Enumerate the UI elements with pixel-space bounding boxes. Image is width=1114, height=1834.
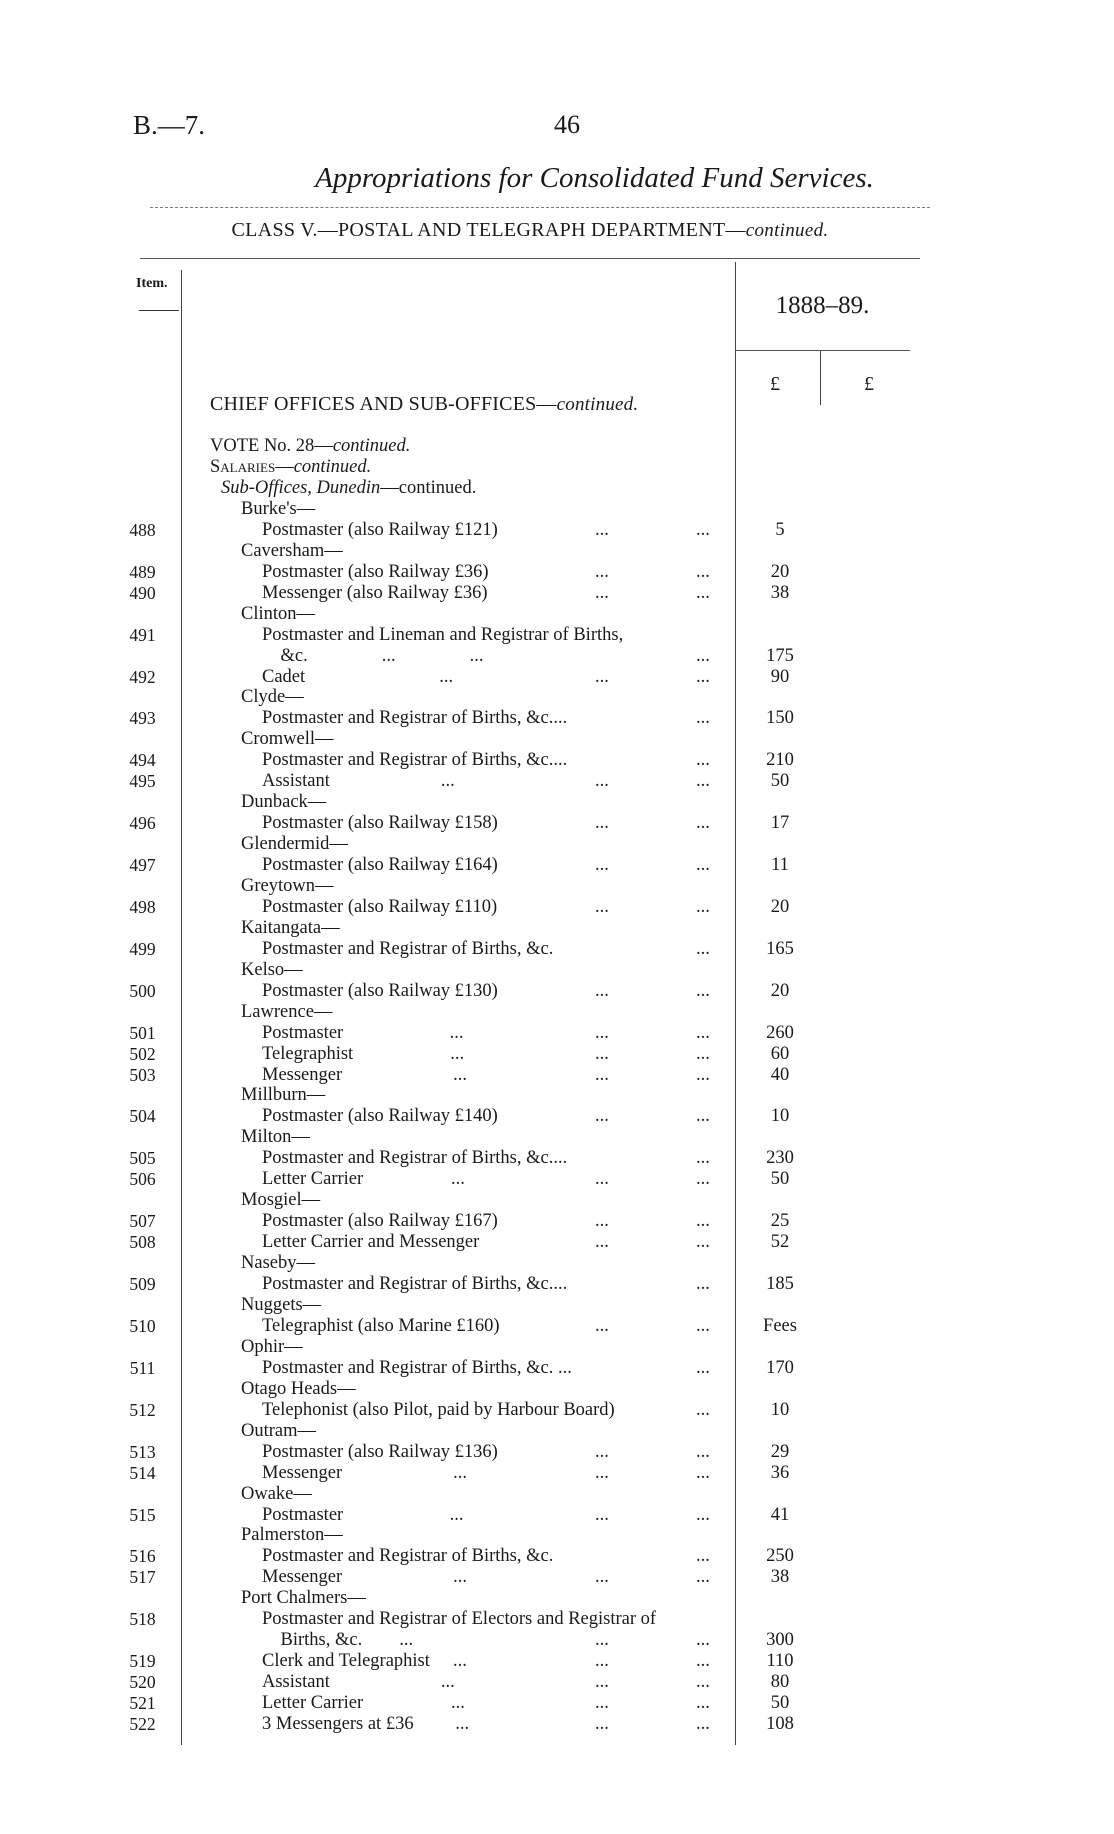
leader-dots: ...	[595, 561, 609, 582]
table-row-item-513	[0, 1442, 1114, 1463]
leader-dots: ...	[595, 1022, 609, 1043]
item-number: 506	[129, 1169, 156, 1190]
item-amount: 52	[770, 1232, 790, 1253]
leader-dots: ...	[595, 1315, 609, 1336]
item-amount: 29	[770, 1441, 790, 1462]
item-description: Salaries—continued.	[210, 456, 372, 477]
section-heading-text: CHIEF OFFICES AND SUB-OFFICES—	[210, 393, 557, 415]
table-row-item-490	[0, 583, 1114, 604]
currency-header-1: £	[770, 373, 780, 395]
item-description: Clyde—	[241, 687, 304, 708]
item-description: Milton—	[241, 1127, 310, 1148]
leader-dots: ...	[696, 1169, 710, 1190]
item-number: 489	[129, 561, 156, 582]
item-number: 512	[129, 1399, 156, 1420]
year-header: 1888–89.	[775, 292, 870, 319]
item-description: Postmaster and Registrar of Births, &c.	[262, 1546, 554, 1567]
item-amount: 260	[766, 1022, 794, 1043]
class-heading-text: CLASS V.—POSTAL AND TELEGRAPH DEPARTMENT—	[231, 219, 746, 241]
item-description: Letter Carrier and Messenger	[262, 1232, 480, 1253]
table-row-heading	[0, 1379, 1114, 1400]
item-description: Postmaster and Registrar of Electors and Registrar of	[262, 1609, 657, 1630]
item-number: 519	[129, 1651, 156, 1672]
item-description: Postmaster (also Railway £130)	[262, 980, 498, 1001]
item-number: 505	[129, 1148, 156, 1169]
item-number: 510	[129, 1315, 156, 1336]
table-row-heading	[0, 499, 1114, 520]
table-row-heading	[0, 1190, 1114, 1211]
class-heading	[140, 219, 920, 242]
table-row-item-519	[0, 1651, 1114, 1672]
table-row-item-508	[0, 1232, 1114, 1253]
item-description: Cromwell—	[241, 729, 334, 750]
item-description: Postmaster and Registrar of Births, &c....	[262, 708, 568, 729]
item-amount: 20	[770, 980, 790, 1001]
item-number: 518	[129, 1609, 156, 1630]
table-row-heading	[0, 1484, 1114, 1505]
item-number: 522	[129, 1714, 156, 1734]
item-number: 516	[129, 1546, 156, 1567]
leader-dots: ...	[696, 938, 710, 959]
item-number: 495	[129, 771, 156, 792]
item-number: 499	[129, 938, 156, 959]
table-row-item-500	[0, 981, 1114, 1002]
table-row-heading	[0, 687, 1114, 708]
item-number: 491	[129, 624, 156, 645]
leader-dots: ...	[696, 1567, 710, 1588]
leader-dots: ...	[595, 1630, 609, 1651]
item-number: 511	[129, 1357, 156, 1378]
leader-dots: ...	[696, 1022, 710, 1043]
item-description: Postmaster and Registrar of Births, &c....	[262, 1148, 568, 1169]
item-description: Ophir—	[241, 1336, 303, 1357]
item-description: Postmaster (also Railway £164)	[262, 855, 498, 875]
table-row-item-504	[0, 1106, 1114, 1127]
leader-dots: ...	[696, 1315, 710, 1336]
leader-dots: ...	[696, 666, 710, 687]
item-description: Kelso—	[241, 959, 303, 980]
leader-dots: ...	[595, 1064, 609, 1085]
item-amount: 150	[766, 708, 794, 729]
table-row-heading	[0, 541, 1114, 562]
item-number: 502	[129, 1043, 156, 1064]
item-description: Glendermid—	[241, 834, 348, 854]
leader-dots: ...	[696, 1462, 710, 1483]
item-description: Postmaster (also Railway £121)	[262, 519, 498, 540]
item-amount: 300	[766, 1630, 794, 1651]
leader-dots: ...	[595, 1169, 609, 1190]
item-amount: 230	[766, 1148, 794, 1169]
leader-dots: ...	[696, 519, 710, 540]
section-heading	[210, 393, 638, 416]
leader-dots: ...	[595, 1504, 609, 1525]
item-amount: 175	[766, 645, 794, 666]
item-description: Postmaster (also Railway £36)	[262, 561, 489, 582]
item-amount: 110	[766, 1651, 794, 1672]
table-row-item-488	[0, 520, 1114, 541]
section-heading-suffix: continued.	[556, 394, 639, 415]
item-number: 514	[129, 1462, 156, 1483]
table-row-item-492	[0, 667, 1114, 688]
item-description: Telegraphist (also Marine £160)	[262, 1315, 500, 1336]
item-column-header: Item.	[136, 276, 168, 291]
table-row-item-520	[0, 1672, 1114, 1693]
table-row-heading	[0, 478, 1114, 499]
table-row-item-505	[0, 1148, 1114, 1169]
leader-dots: ...	[696, 1232, 710, 1253]
leader-dots: ...	[696, 855, 710, 875]
table-row-heading	[0, 792, 1114, 813]
item-number: 488	[129, 519, 156, 540]
item-number: 494	[129, 750, 156, 771]
table-row-item-497	[0, 855, 1114, 876]
leader-dots: ...	[595, 980, 609, 1001]
leader-dots: ...	[696, 1106, 710, 1127]
leader-dots: ...	[696, 1211, 710, 1232]
item-description: Postmaster ...	[262, 1504, 464, 1525]
item-number: 493	[129, 708, 156, 729]
item-amount: 50	[770, 1693, 790, 1713]
item-number: 496	[129, 813, 156, 834]
table-row-item-489	[0, 562, 1114, 583]
table-row-item-506	[0, 1169, 1114, 1190]
table-row-item-514	[0, 1463, 1114, 1484]
leader-dots: ...	[696, 1357, 710, 1378]
table-row-item-494	[0, 750, 1114, 771]
leader-dots: ...	[696, 750, 710, 771]
table-row-item-512	[0, 1400, 1114, 1421]
table-row-item-516	[0, 1546, 1114, 1567]
item-amount: 185	[766, 1274, 794, 1294]
table-row-item-518	[0, 1609, 1114, 1630]
item-description: Assistant ...	[262, 1672, 455, 1692]
leader-dots: ...	[595, 519, 609, 540]
leader-dots: ...	[595, 771, 609, 792]
item-description: Messenger ...	[262, 1462, 468, 1483]
page-number: 46	[554, 110, 580, 139]
leader-dots: ...	[595, 813, 609, 834]
leader-dots: ...	[595, 1211, 609, 1232]
title-divider	[150, 207, 930, 208]
table-row-item-510	[0, 1316, 1114, 1337]
item-amount: 36	[770, 1462, 790, 1483]
item-description: Naseby—	[241, 1253, 315, 1273]
table-row-item-511	[0, 1358, 1114, 1379]
item-description: Clerk and Telegraphist ...	[262, 1651, 467, 1672]
item-description: Postmaster (also Railway £140)	[262, 1106, 498, 1127]
table-row-item-515	[0, 1505, 1114, 1526]
item-description: Lawrence—	[241, 1001, 333, 1022]
table-row-heading	[0, 834, 1114, 855]
item-description: Cadet ...	[262, 666, 454, 687]
item-number: 521	[129, 1693, 156, 1713]
pound-column-divider	[820, 350, 821, 405]
table-row-heading	[0, 1127, 1114, 1148]
leader-dots: ...	[595, 1714, 609, 1734]
leader-dots: ...	[696, 1714, 710, 1734]
item-description: Postmaster (also Railway £158)	[262, 813, 498, 834]
leader-dots: ...	[696, 561, 710, 582]
leader-dots: ...	[696, 1546, 710, 1567]
item-amount: 20	[770, 896, 790, 917]
item-number: 500	[129, 980, 156, 1001]
leader-dots: ...	[595, 1106, 609, 1127]
leader-dots: ...	[696, 771, 710, 792]
item-number: 520	[129, 1672, 156, 1692]
item-description: Letter Carrier ...	[262, 1169, 465, 1190]
item-number: 517	[129, 1567, 156, 1588]
document-reference: B.—7.	[133, 110, 206, 140]
table-row-item-517	[0, 1567, 1114, 1588]
item-amount: 5	[775, 519, 785, 540]
item-description: Messenger ...	[262, 1567, 468, 1588]
year-header-underline	[735, 350, 910, 351]
table-row-heading	[0, 1002, 1114, 1023]
leader-dots: ...	[696, 980, 710, 1001]
table-row-item-501	[0, 1023, 1114, 1044]
item-description: Postmaster and Registrar of Births, &c....	[262, 1274, 568, 1294]
table-row-heading	[0, 1085, 1114, 1106]
table-row-item-509	[0, 1274, 1114, 1295]
item-description: Greytown—	[241, 876, 334, 896]
table-row-heading	[0, 1337, 1114, 1358]
item-amount: 20	[770, 561, 790, 582]
item-description: Sub-Offices, Dunedin—continued.	[221, 477, 477, 498]
item-description: Postmaster and Registrar of Births, &c.	[262, 938, 554, 959]
item-description: Burke's—	[241, 498, 316, 519]
leader-dots: ...	[696, 1672, 710, 1692]
table-row-item-507	[0, 1211, 1114, 1232]
leader-dots: ...	[696, 1399, 710, 1420]
leader-dots: ...	[696, 813, 710, 834]
item-amount: 80	[770, 1672, 790, 1692]
leader-dots: ...	[595, 896, 609, 917]
leader-dots: ...	[696, 1504, 710, 1525]
leader-dots: ...	[696, 1441, 710, 1462]
item-amount: 50	[770, 1169, 790, 1190]
item-description: Postmaster (also Railway £136)	[262, 1441, 498, 1462]
leader-dots: ...	[595, 1232, 609, 1253]
item-description: Births, &c. ...	[262, 1630, 414, 1651]
item-description: Nuggets—	[241, 1294, 322, 1315]
item-amount: 108	[766, 1714, 794, 1734]
item-description: Mosgiel—	[241, 1190, 321, 1211]
table-row-item-496	[0, 813, 1114, 834]
item-description: Outram—	[241, 1420, 317, 1441]
table-row-heading	[0, 1253, 1114, 1274]
item-amount: 165	[766, 938, 794, 959]
item-description: Telegraphist ...	[262, 1043, 465, 1064]
table-row-heading	[0, 1295, 1114, 1316]
item-amount: 25	[770, 1211, 790, 1232]
item-description: Messenger ...	[262, 1064, 468, 1085]
item-amount: 17	[770, 813, 790, 834]
item-description: Postmaster (also Railway £167)	[262, 1211, 498, 1232]
item-amount: 11	[771, 855, 789, 875]
table-top-rule	[140, 258, 920, 259]
item-description: Telephonist (also Pilot, paid by Harbour Board)	[262, 1399, 615, 1420]
class-heading-suffix: continued.	[745, 220, 829, 241]
table-row-heading	[0, 876, 1114, 897]
item-description: Owake—	[241, 1483, 312, 1504]
item-description: Postmaster and Lineman and Registrar of Births,	[262, 624, 624, 645]
leader-dots: ...	[696, 1630, 710, 1651]
table-row-item-491	[0, 625, 1114, 646]
leader-dots: ...	[595, 1651, 609, 1672]
table-row-heading	[0, 646, 1114, 667]
item-description: Postmaster and Registrar of Births, &c....	[262, 750, 568, 771]
item-description: Caversham—	[241, 540, 343, 561]
leader-dots: ...	[595, 1672, 609, 1692]
leader-dots: ...	[696, 1064, 710, 1085]
item-number: 503	[129, 1064, 156, 1085]
item-description: Postmaster ...	[262, 1022, 464, 1043]
leader-dots: ...	[595, 1693, 609, 1713]
item-number: 498	[129, 896, 156, 917]
leader-dots: ...	[595, 1441, 609, 1462]
item-header-underline	[139, 310, 179, 311]
table-row-heading	[0, 1630, 1114, 1651]
item-number: 509	[129, 1274, 156, 1294]
item-amount: 41	[770, 1504, 790, 1525]
table-row-heading	[0, 1525, 1114, 1546]
leader-dots: ...	[696, 1651, 710, 1672]
item-description: Kaitangata—	[241, 917, 340, 938]
item-number: 504	[129, 1106, 156, 1127]
table-row-item-493	[0, 708, 1114, 729]
item-amount: 250	[766, 1546, 794, 1567]
leader-dots: ...	[595, 1462, 609, 1483]
table-row-item-502	[0, 1044, 1114, 1065]
table-row-heading	[0, 1421, 1114, 1442]
item-number: 492	[129, 666, 156, 687]
leader-dots: ...	[595, 855, 609, 875]
item-number: 508	[129, 1232, 156, 1253]
item-description: Otago Heads—	[241, 1378, 356, 1399]
item-amount: 210	[766, 750, 794, 771]
table-row-heading	[0, 918, 1114, 939]
item-amount: 38	[770, 1567, 790, 1588]
item-description: Palmerston—	[241, 1525, 343, 1546]
item-description: Port Chalmers—	[241, 1588, 366, 1609]
page-title: Appropriations for Consolidated Fund Services.	[315, 162, 874, 194]
table-row-heading	[0, 436, 1114, 457]
item-description: Messenger (also Railway £36)	[262, 582, 488, 603]
item-description: Dunback—	[241, 792, 327, 813]
table-row-item-499	[0, 939, 1114, 960]
table-row-item-521	[0, 1693, 1114, 1714]
table-row-item-498	[0, 897, 1114, 918]
item-amount: 40	[770, 1064, 790, 1085]
table-row-item-522	[0, 1714, 1114, 1735]
item-description: Clinton—	[241, 603, 316, 624]
leader-dots: ...	[696, 1148, 710, 1169]
item-amount: 10	[770, 1399, 790, 1420]
item-amount: 170	[766, 1357, 794, 1378]
leader-dots: ...	[696, 1693, 710, 1713]
table-row-heading	[0, 1588, 1114, 1609]
leader-dots: ...	[595, 666, 609, 687]
item-number: 497	[129, 855, 156, 875]
item-description: Assistant ...	[262, 771, 455, 792]
item-amount: 10	[770, 1106, 790, 1127]
item-number: 515	[129, 1504, 156, 1525]
item-description: &c. ... ...	[262, 645, 484, 666]
leader-dots: ...	[696, 708, 710, 729]
item-amount: 90	[770, 666, 790, 687]
item-description: VOTE No. 28—continued.	[210, 436, 411, 456]
leader-dots: ...	[696, 1274, 710, 1294]
item-amount: 38	[770, 582, 790, 603]
table-row-heading	[0, 457, 1114, 478]
leader-dots: ...	[696, 1043, 710, 1064]
table-row-item-495	[0, 771, 1114, 792]
currency-header-2: £	[864, 373, 874, 395]
item-description: Millburn—	[241, 1085, 326, 1106]
item-amount: Fees	[763, 1315, 797, 1336]
item-description: Postmaster and Registrar of Births, &c. ...	[262, 1357, 572, 1378]
item-number: 507	[129, 1211, 156, 1232]
table-row-heading	[0, 960, 1114, 981]
item-number: 513	[129, 1441, 156, 1462]
leader-dots: ...	[595, 582, 609, 603]
table-row-heading	[0, 604, 1114, 625]
leader-dots: ...	[696, 645, 710, 666]
table-row-heading	[0, 729, 1114, 750]
item-description: Letter Carrier ...	[262, 1693, 465, 1713]
item-description: Postmaster (also Railway £110)	[262, 896, 498, 917]
leader-dots: ...	[595, 1567, 609, 1588]
leader-dots: ...	[696, 896, 710, 917]
item-number: 501	[129, 1022, 156, 1043]
item-amount: 50	[770, 771, 790, 792]
leader-dots: ...	[696, 582, 710, 603]
leader-dots: ...	[595, 1043, 609, 1064]
item-amount: 60	[770, 1043, 790, 1064]
table-row-item-503	[0, 1065, 1114, 1086]
item-number: 490	[129, 582, 156, 603]
item-description: 3 Messengers at £36 ...	[262, 1714, 470, 1734]
